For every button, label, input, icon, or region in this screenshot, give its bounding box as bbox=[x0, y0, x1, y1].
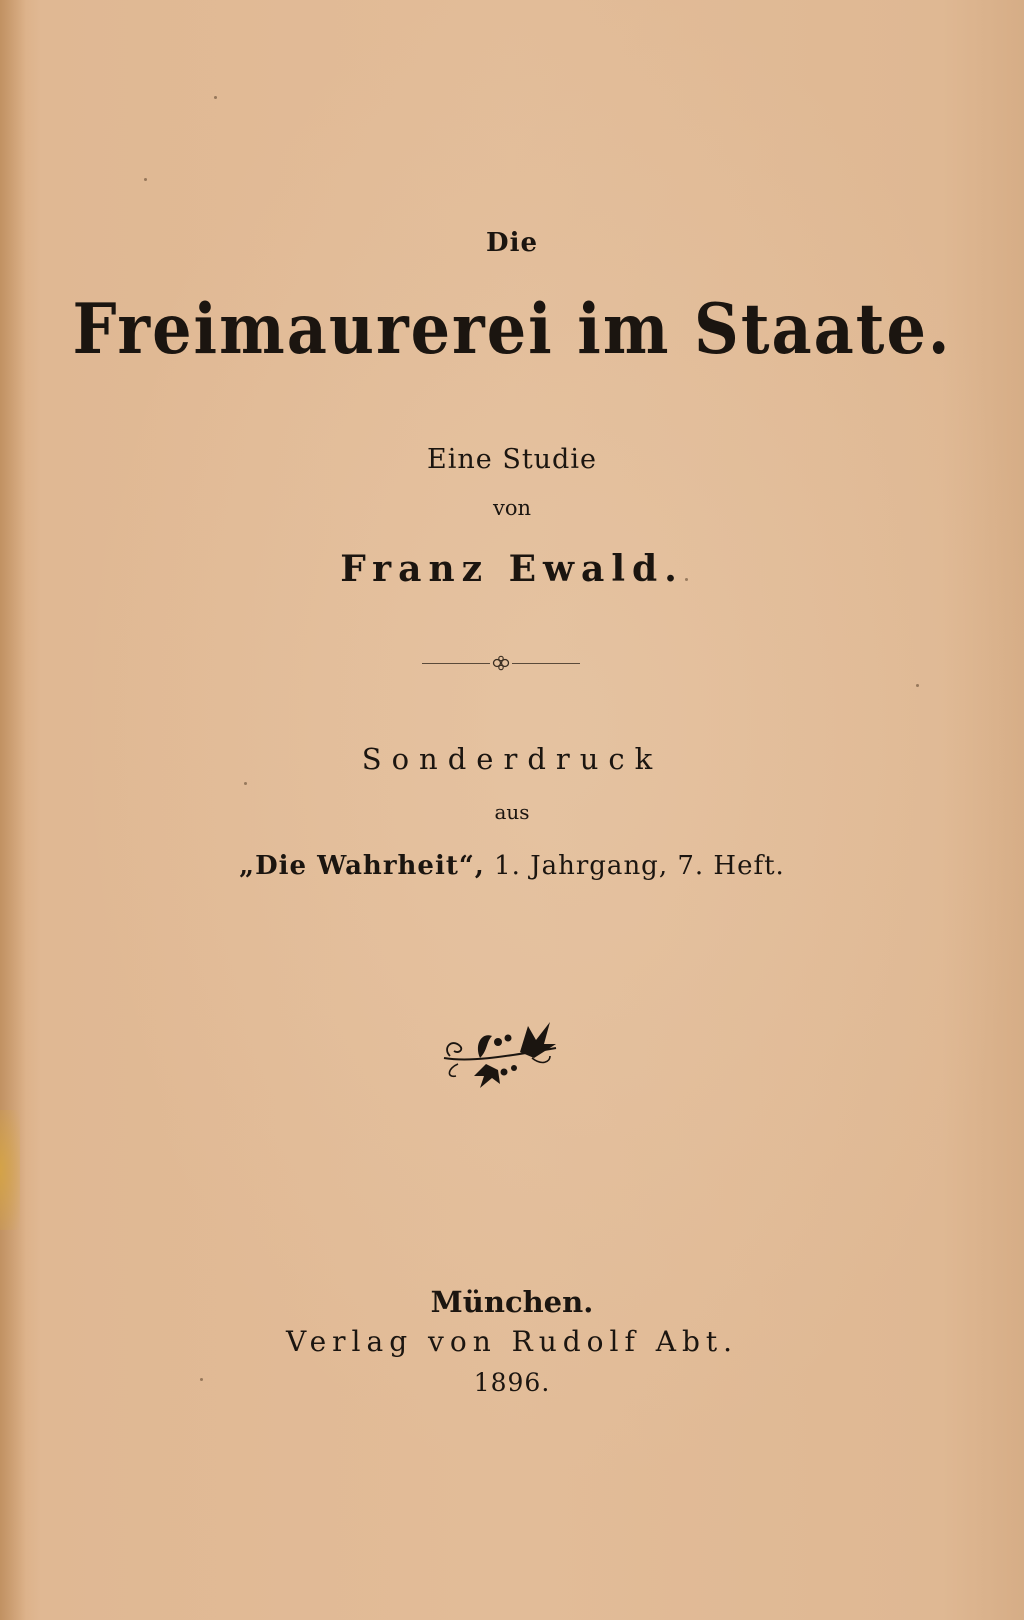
paper-stain bbox=[0, 1110, 20, 1230]
publisher: Verlag von Rudolf Abt. bbox=[285, 1325, 739, 1358]
paper-speck bbox=[244, 782, 247, 785]
publication-year: 1896. bbox=[473, 1368, 551, 1397]
paper-speck bbox=[916, 684, 919, 687]
source-line bbox=[0, 851, 1024, 881]
offprint-from: aus bbox=[494, 800, 530, 824]
source-issue: 1. Jahrgang, 7. Heft. bbox=[484, 851, 785, 881]
divider-rule-right bbox=[512, 663, 580, 664]
paper-speck bbox=[214, 96, 217, 99]
paper-speck bbox=[144, 178, 147, 181]
publication-city: München. bbox=[430, 1285, 594, 1319]
source-journal: „Die Wahrheit“, bbox=[239, 851, 485, 881]
floral-vignette-icon bbox=[438, 1018, 562, 1094]
fleuron-divider-icon bbox=[490, 654, 512, 672]
author-name: Franz Ewald. bbox=[340, 548, 684, 590]
byline-von: von bbox=[492, 496, 532, 520]
divider-rule-left bbox=[422, 663, 490, 664]
title-article: Die bbox=[486, 228, 538, 258]
offprint-label: Sonderdruck bbox=[361, 742, 663, 776]
book-subtitle: Eine Studie bbox=[427, 444, 597, 475]
book-title: Freimaurerei im Staate. bbox=[72, 288, 952, 370]
